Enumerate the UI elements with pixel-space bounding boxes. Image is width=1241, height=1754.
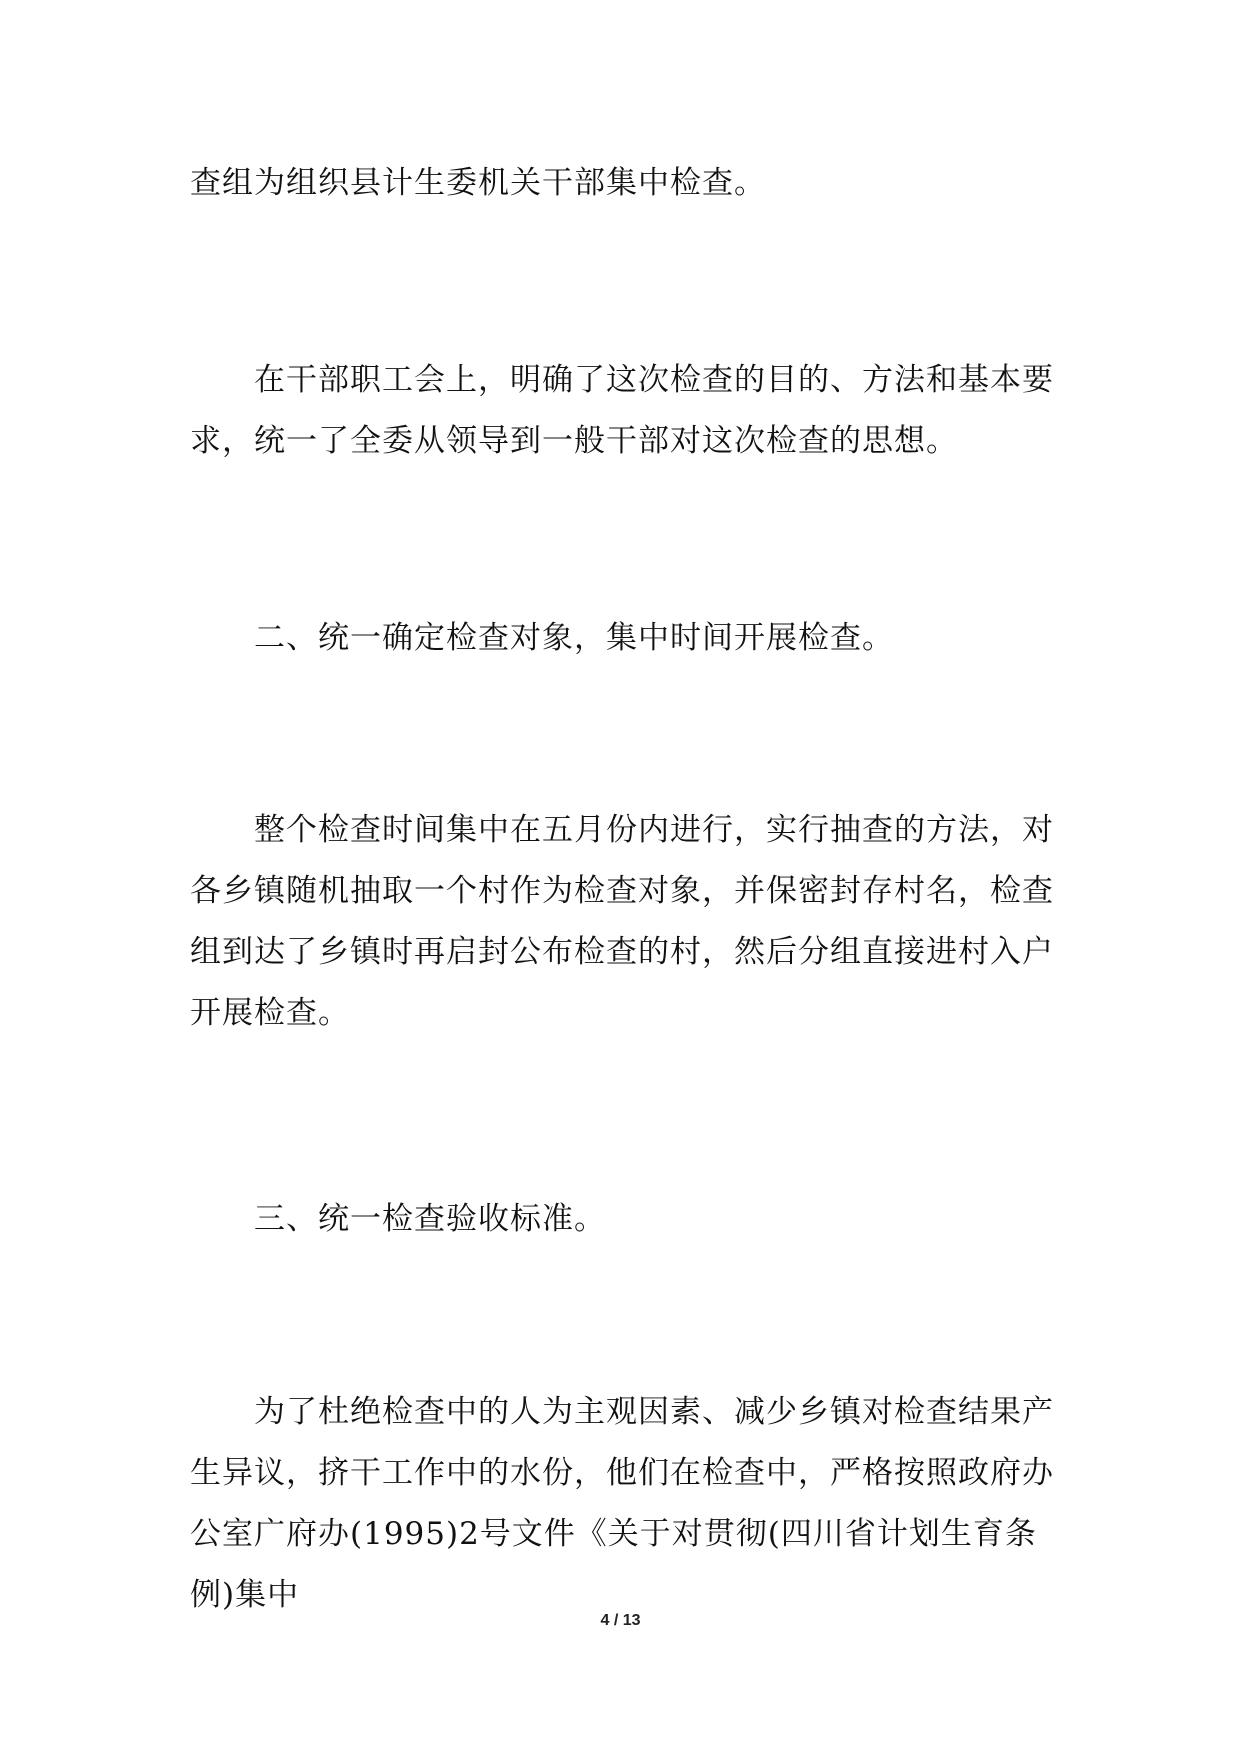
- page-number: 4 / 13: [600, 1612, 641, 1629]
- paragraph-continuation: 查组为组织县计生委机关干部集中检查。: [190, 165, 766, 201]
- paragraph-meeting: 在干部职工会上，明确了这次检查的目的、方法和基本要求，统一了全委从领导到一般干部对这次检查的思想。: [190, 362, 1054, 459]
- section-heading-two: 二、统一确定检查对象，集中时间开展检查。: [254, 620, 894, 656]
- paragraph-standards: 为了杜绝检查中的人为主观因素、减少乡镇对检查结果产生异议，挤干工作中的水份，他们在检查中，严格按照政府办公室广府办(1995)2号文件《关于对贯彻(四川省计划生育条例)集中: [190, 1394, 1054, 1613]
- section-heading-three: 三、统一检查验收标准。: [254, 1201, 606, 1237]
- paragraph-inspection-time: 整个检查时间集中在五月份内进行，实行抽查的方法，对各乡镇随机抽取一个村作为检查对象，并保密封存村名，检查组到达了乡镇时再启封公布检查的村，然后分组直接进村入户开展检查。: [190, 812, 1054, 1031]
